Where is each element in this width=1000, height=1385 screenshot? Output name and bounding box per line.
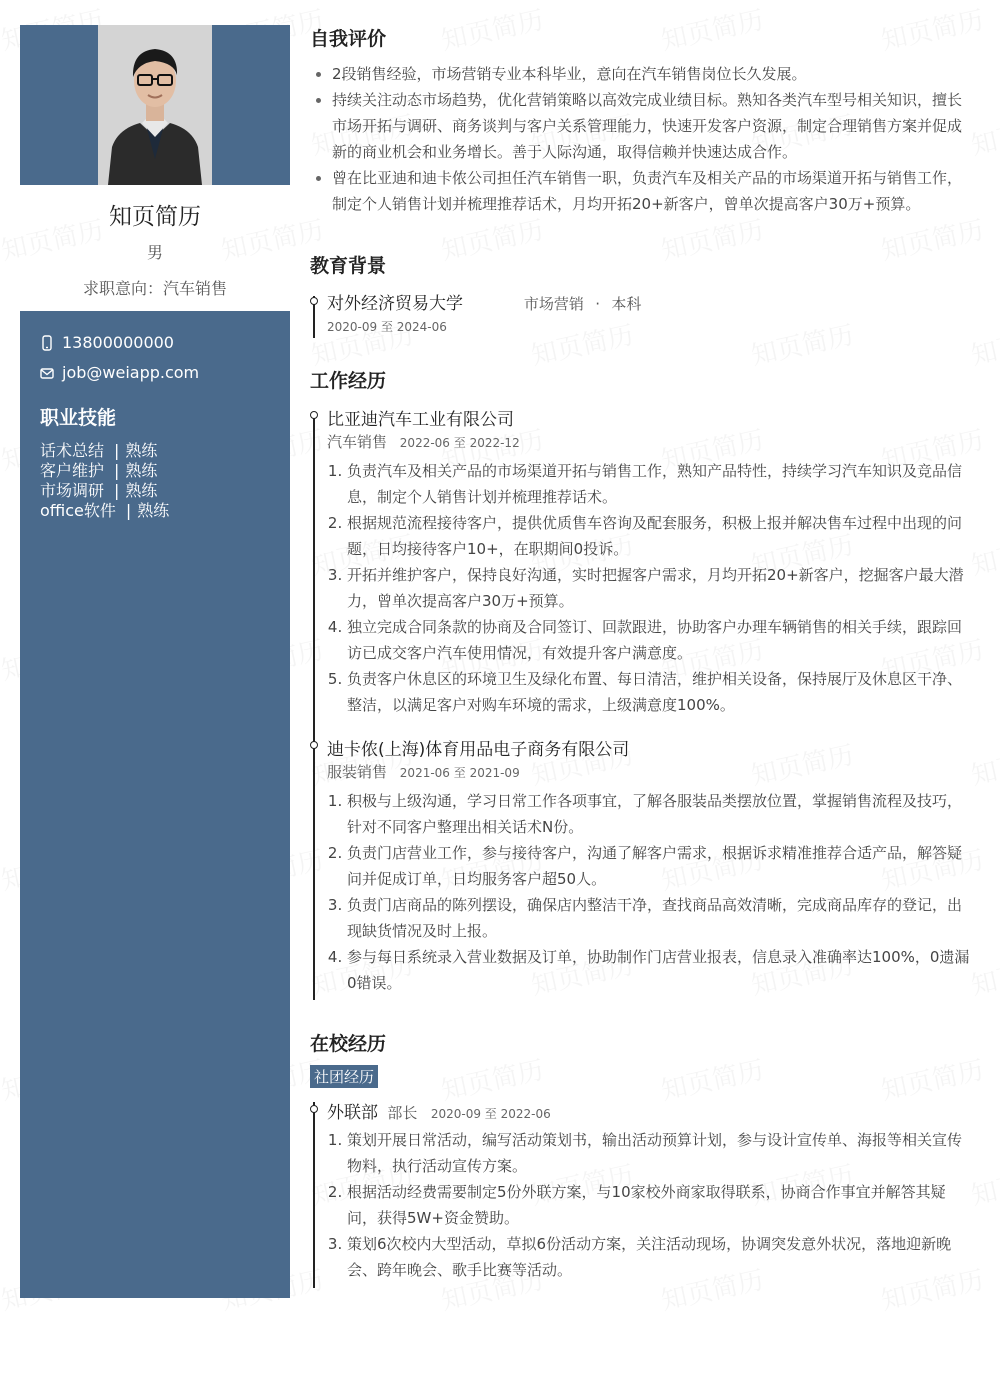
watermark-text — [657, 1050, 766, 1108]
skills-list — [40, 441, 169, 521]
timeline-line — [313, 1102, 315, 1288]
job-intent: 求职意向：汽车销售 — [82, 279, 227, 298]
list-item: 3. 开拓并维护客户，保持良好沟通，实时把握客户需求，月均开拓20+新客户，挖掘客户最大潜力，曾单次提高客户30万+预算。 — [347, 562, 975, 614]
self-eval-title: 自我评价 — [310, 28, 387, 50]
work-title: 工作经历 — [310, 370, 387, 392]
list-item: 3. 策划6次校内大型活动，草拟6份活动方案，关注活动现场，协调突发意外状况，落地迎新晚会、跨年晚会、歌手比赛等活动。 — [347, 1231, 975, 1283]
education-degree: 本科 — [611, 295, 642, 313]
list-item: 3. 负责门店商品的陈列摆设，确保店内整洁干净，查找商品高效清晰，完成商品库存的登记，出现缺货情况及时上报。 — [347, 892, 975, 944]
job-position: 服装销售 — [327, 763, 388, 781]
timeline-dot — [310, 741, 318, 749]
sidebar — [20, 311, 290, 1298]
org-name: 外联部 — [327, 1103, 378, 1123]
watermark-text — [657, 0, 766, 57]
list-item: 1. 策划开展日常活动，编写活动策划书，输出活动预算计划，参与设计宣传单、海报等相关宣传物料，执行活动宣传方案。 — [347, 1127, 975, 1179]
list-item: 1. 积极与上级沟通，学习日常工作各项事宜，了解各服装品类摆放位置，掌握销售流程及技巧，针对不同客户整理出相关话术N份。 — [347, 788, 975, 840]
self-eval-list — [310, 61, 975, 217]
list-item: 2. 负责门店营业工作，参与接待客户，沟通了解客户需求，根据诉求精准推荐合适产品，解答疑问并促成订单，日均服务客户超50人。 — [347, 840, 975, 892]
campus-title: 在校经历 — [310, 1033, 387, 1055]
watermark-text — [967, 735, 1000, 793]
org-role: 部长 — [387, 1104, 418, 1122]
campus-tag: 社团经历 — [310, 1065, 378, 1088]
watermark-text — [437, 0, 546, 57]
contact-phone — [40, 333, 174, 352]
list-item: 2. 根据活动经费需要制定5份外联方案，与10家校外商家取得联系，协商合作事宜并解答其疑问，获得5W+资金赞助。 — [347, 1179, 975, 1231]
job-duties — [327, 788, 975, 996]
watermark-text — [747, 735, 856, 793]
education-major: 市场营销 — [523, 295, 584, 313]
campus-duties — [327, 1127, 975, 1283]
watermark-text — [877, 0, 986, 57]
job-meta — [327, 431, 520, 452]
job-position: 汽车销售 — [327, 433, 388, 451]
campus-entry — [327, 1098, 551, 1123]
watermark-text — [527, 315, 636, 373]
list-item: 5. 负责客户休息区的环境卫生及绿化布置、每日清洁，维护相关设备，保持展厅及休息区干净、整洁，以满足客户对购车环境的需求，上级满意度100%。 — [347, 666, 975, 718]
watermark-text — [877, 1050, 986, 1108]
phone-icon — [40, 335, 54, 351]
timeline-dot — [310, 1105, 318, 1113]
list-item: 曾在比亚迪和迪卡侬公司担任汽车销售一职，负责汽车及相关产品的市场渠道开拓与销售工作，制定个人销售计划并梳理推荐话术，月均开拓20+新客户，曾单次提高客户30万+预算。 — [332, 165, 975, 217]
watermark-text — [437, 210, 546, 268]
education-title: 教育背景 — [310, 255, 387, 277]
list-item: 1. 负责汽车及相关产品的市场渠道开拓与销售工作，熟知产品特性，持续学习汽车知识及竞品信息，制定个人销售计划并梳理推荐话术。 — [347, 458, 975, 510]
profile-name: 知页简历 — [109, 204, 201, 230]
job-date: 2021-06 至 2021-09 — [399, 766, 520, 780]
job-duties — [327, 458, 975, 718]
skill-item: 客户维护 | 熟练 — [40, 461, 158, 480]
watermark-text — [967, 315, 1000, 373]
education-entry: 对外经济贸易大学 市场营销 · 本科 — [327, 294, 642, 314]
list-item: 持续关注动态市场趋势，优化营销策略以高效完成业绩目标。熟知各类汽车型号相关知识，擅长市场开拓与调研、商务谈判与客户关系管理能力，快速开发客户资源，制定合理销售方案并促成新的商业机会和业务增长。善于人际沟通，取得信赖并快速达成合作。 — [332, 87, 975, 165]
timeline-dot — [310, 411, 318, 419]
list-item: 2. 根据规范流程接待客户，提供优质售车咨询及配套服务，积极上报并解决售车过程中出现的问题，日均接待客户10+，在职期间0投诉。 — [347, 510, 975, 562]
skills-title: 职业技能 — [40, 407, 117, 429]
email-icon — [40, 365, 54, 381]
list-item: 4. 参与每日系统录入营业数据及订单，协助制作门店营业报表，信息录入准确率达100%，0遗漏0错误。 — [347, 944, 975, 996]
list-item: 2段销售经验，市场营销专业本科毕业，意向在汽车销售岗位长久发展。 — [332, 61, 975, 87]
job-meta — [327, 761, 520, 782]
list-item: 4. 独立完成合同条款的协商及合同签订、回款跟进，协助客户办理车辆销售的相关手续，跟踪回访已成交客户汽车使用情况，有效提升客户满意度。 — [347, 614, 975, 666]
skill-item: office软件 | 熟练 — [40, 501, 170, 520]
timeline-line — [313, 412, 315, 1000]
job-date: 2022-06 至 2022-12 — [399, 436, 520, 450]
skill-item: 市场调研 | 熟练 — [40, 481, 158, 500]
phone-text: 13800000000 — [62, 333, 174, 352]
school-name: 对外经济贸易大学 — [327, 294, 463, 314]
company-name: 迪卡侬(上海)体育用品电子商务有限公司 — [327, 740, 630, 760]
campus-date: 2020-09 至 2022-06 — [430, 1107, 551, 1121]
watermark-text — [747, 315, 856, 373]
profile-photo — [98, 25, 212, 185]
company-name: 比亚迪汽车工业有限公司 — [327, 410, 514, 430]
email-text: job@weiapp.com — [62, 363, 200, 382]
skill-item: 话术总结 | 熟练 — [40, 441, 158, 460]
profile-gender: 男 — [146, 243, 163, 262]
timeline-dot — [310, 297, 318, 305]
watermark-text — [657, 210, 766, 268]
watermark-text — [877, 210, 986, 268]
education-date: 2020-09 至 2024-06 — [327, 320, 447, 334]
contact-email — [40, 363, 199, 382]
